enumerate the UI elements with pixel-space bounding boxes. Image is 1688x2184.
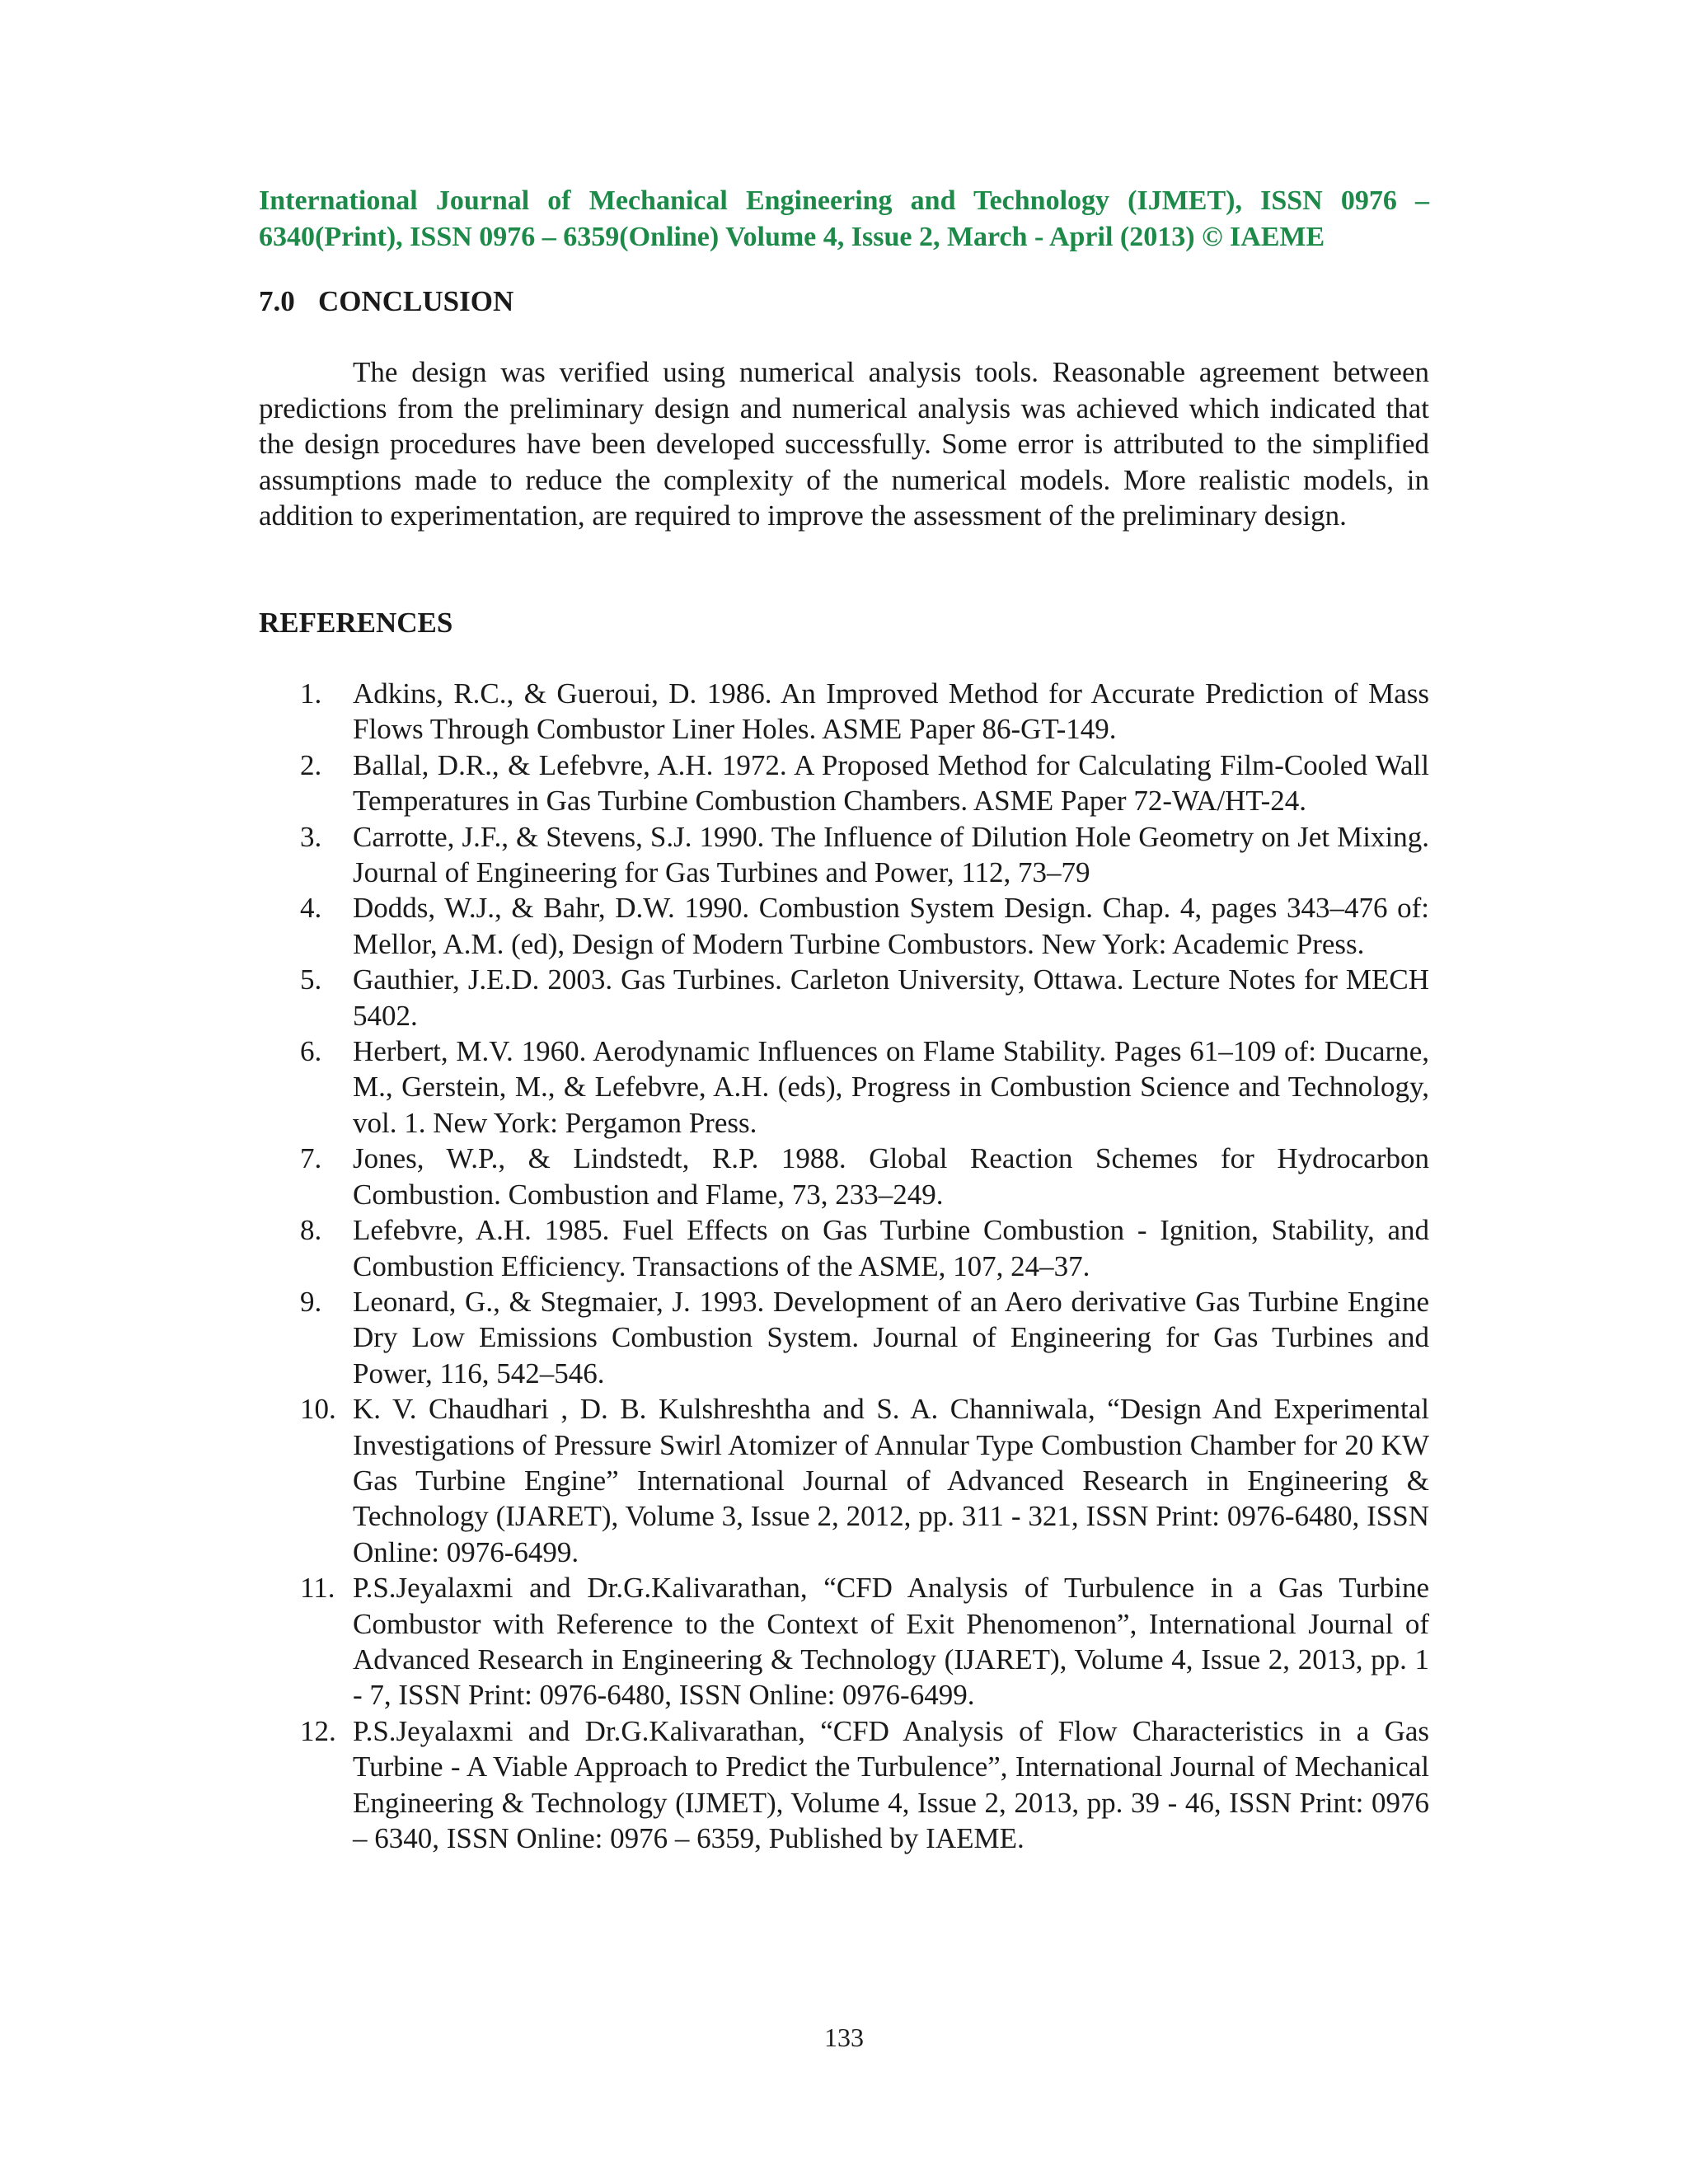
page-number: 133 [824, 2022, 864, 2052]
reference-number: 9. [300, 1285, 322, 1318]
reference-number: 10. [300, 1393, 336, 1426]
reference-number: 11. [300, 1572, 335, 1605]
reference-text: Ballal, D.R., & Lefebvre, A.H. 1972. A Proposed Method for Calculating Film-Cooled Wall Temperatures in Gas Turbine Combustion Chambers. ASME Paper 72-WA/HT-24. [353, 748, 1429, 818]
reference-item [259, 676, 1429, 748]
references-heading: REFERENCES [259, 607, 453, 639]
reference-number: 12. [300, 1714, 336, 1747]
reference-item [259, 1713, 1429, 1857]
reference-item [259, 748, 1429, 819]
reference-text: Herbert, M.V. 1960. Aerodynamic Influences on Flame Stability. Pages 61–109 of: Ducarne, M., Gerstein, M., & Lefebvre, A.H. (eds), Progress in Combustion Science and Technology, vol. 1. New York: Pergamon Press. [353, 1035, 1429, 1139]
reference-item [259, 819, 1429, 891]
journal-header-line-1: International Journal of Mechanical Engineering and Technology (IJMET), ISSN 0976 – [259, 185, 1429, 216]
reference-text: Carrotte, J.F., & Stevens, S.J. 1990. The Influence of Dilution Hole Geometry on Jet Mixing. Journal of Engineering for Gas Turbines and Power, 112, 73–79 [353, 820, 1429, 889]
reference-number: 5. [300, 963, 322, 996]
conclusion-heading [259, 284, 513, 320]
reference-text: Dodds, W.J., & Bahr, D.W. 1990. Combustion System Design. Chap. 4, pages 343–476 of: Mellor, A.M. (ed), Design of Modern Turbine Combustors. New York: Academic Press. [353, 892, 1429, 960]
reference-number: 4. [300, 892, 322, 925]
reference-text: Jones, W.P., & Lindstedt, R.P. 1988. Global Reaction Schemes for Hydrocarbon Combustion. Combustion and Flame, 73, 233–249. [353, 1142, 1429, 1211]
reference-number: 6. [300, 1035, 322, 1068]
reference-text: Lefebvre, A.H. 1985. Fuel Effects on Gas Turbine Combustion - Ignition, Stability, and Combustion Efficiency. Transactions of the ASME, 107, 24–37. [353, 1214, 1429, 1282]
reference-number: 8. [300, 1214, 322, 1247]
reference-text: K. V. Chaudhari , D. B. Kulshreshtha and S. A. Channiwala, “Design And Experimental Investigations of Pressure Swirl Atomizer of Annular Type Combustion Chamber for 20 KW Gas Turbine Engine” International Journal of Advanced Research in Engineering & Technology (IJARET), Volume 3, Issue 2, 2012, pp. 311 - 321, ISSN Print: 0976-6480, ISSN Online: 0976-6499. [353, 1393, 1429, 1568]
reference-item [259, 1212, 1429, 1284]
reference-item [259, 962, 1429, 1033]
reference-item [259, 1570, 1429, 1713]
journal-header-line-2: 6340(Print), ISSN 0976 – 6359(Online) Volume 4, Issue 2, March - April (2013) © IAEME [259, 222, 1325, 252]
conclusion-paragraph: The design was verified using numerical analysis tools. Reasonable agreement between predictions from the preliminary design and numerical analysis was achieved which indicated that the design procedures have been developed successfully. Some error is attributed to the simplified assumptions made to reduce the complexity of the numerical models. More realistic models, in addition to experimentation, are required to improve the assessment of the preliminary design. [259, 356, 1429, 532]
reference-number: 2. [300, 748, 322, 781]
reference-text: Adkins, R.C., & Gueroui, D. 1986. An Improved Method for Accurate Prediction of Mass Flows Through Combustor Liner Holes. ASME Paper 86-GT-149. [353, 677, 1429, 746]
journal-header [259, 183, 1429, 255]
reference-list [259, 676, 1429, 1856]
reference-item [259, 890, 1429, 962]
reference-text: Gauthier, J.E.D. 2003. Gas Turbines. Carleton University, Ottawa. Lecture Notes for MECH 5402. [353, 963, 1429, 1032]
reference-number: 3. [300, 820, 322, 853]
conclusion-section-number: 7.0 [259, 285, 295, 317]
reference-item [259, 1284, 1429, 1391]
reference-item [259, 1033, 1429, 1141]
reference-text: Leonard, G., & Stegmaier, J. 1993. Development of an Aero derivative Gas Turbine Engine Dry Low Emissions Combustion System. Journal of Engineering for Gas Turbines and Power, 116, 542–546. [353, 1285, 1429, 1390]
reference-item [259, 1391, 1429, 1570]
reference-text: P.S.Jeyalaxmi and Dr.G.Kalivarathan, “CFD Analysis of Flow Characteristics in a Gas Turbine - A Viable Approach to Predict the Turbulence”, International Journal of Mechanical Engineering & Technology (IJMET), Volume 4, Issue 2, 2013, pp. 39 - 46, ISSN Print: 0976 – 6340, ISSN Online: 0976 – 6359, Published by IAEME. [353, 1714, 1429, 1854]
reference-text: P.S.Jeyalaxmi and Dr.G.Kalivarathan, “CFD Analysis of Turbulence in a Gas Turbine Combustor with Reference to the Context of Exit Phenomenon”, International Journal of Advanced Research in Engineering & Technology (IJARET), Volume 4, Issue 2, 2013, pp. 1 - 7, ISSN Print: 0976-6480, ISSN Online: 0976-6499. [353, 1572, 1429, 1712]
reference-item [259, 1141, 1429, 1212]
reference-number: 7. [300, 1142, 322, 1175]
reference-number: 1. [300, 677, 322, 710]
conclusion-section-title: CONCLUSION [318, 285, 514, 317]
